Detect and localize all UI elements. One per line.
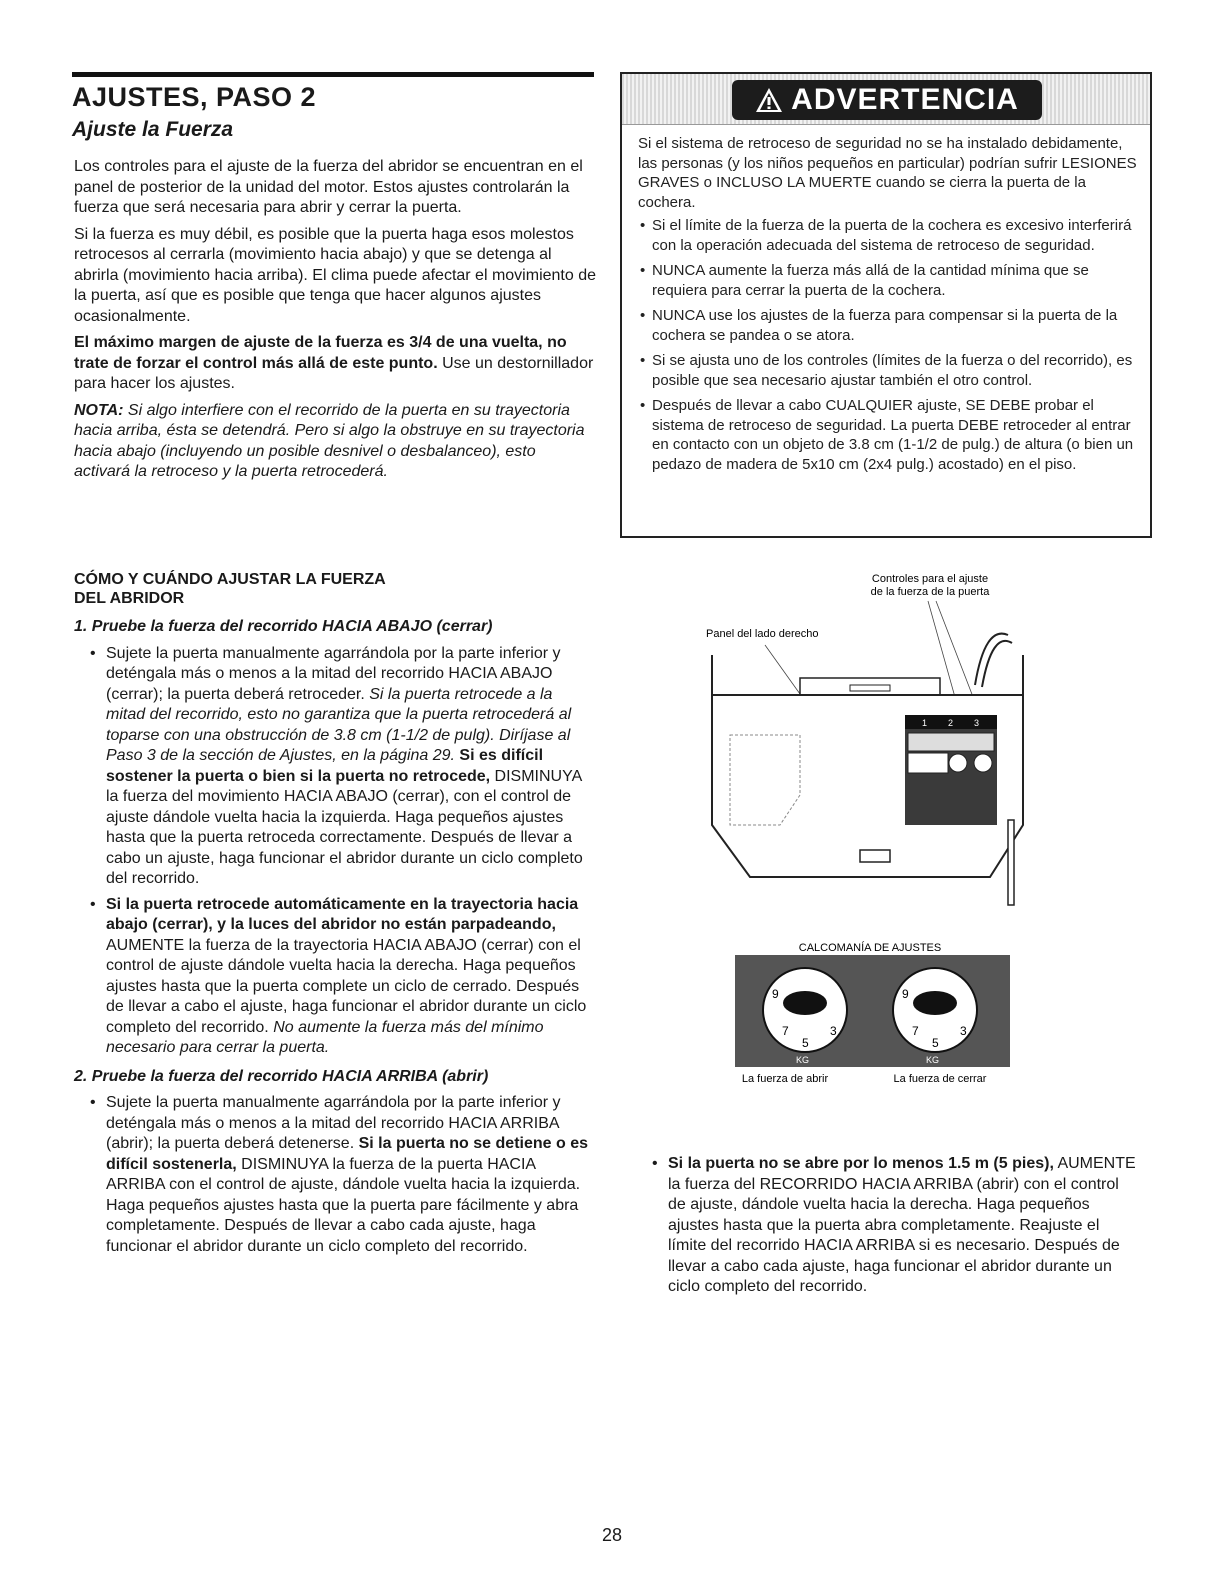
- step-2-heading: 2. Pruebe la fuerza del recorrido HACIA ARRIBA (abrir): [74, 1067, 489, 1085]
- warning-title-box: [732, 80, 1042, 120]
- page-number: 28: [601, 1525, 623, 1545]
- close-dial-7: 7: [912, 1024, 919, 1038]
- open-dial-kg: KG: [796, 1055, 810, 1065]
- label-controls-line-2: de la fuerza de la puerta: [870, 586, 990, 598]
- step-2-bullet-1-condition: Si la puerta no se detiene o es difícil sostenerla,: [106, 1135, 588, 1173]
- step-1-heading: 1. Pruebe la fuerza del recorrido HACIA ABAJO (cerrar): [74, 618, 493, 635]
- step-1-bullet-1-note: Si la puerta retrocede a la mitad del recorrido, esto no garantiza que la puerta retrocederá al toparse con una obstrucción de 3.8 cm (1-1/2 de pulg). Diríjase al Paso 3 de la sección de Ajustes, en la página 29.: [106, 685, 572, 764]
- step-1-bullet-2-text: AUMENTE la fuerza de la trayectoria HACIA ABAJO (cerrar) con el control de ajuste dándole vuelta hacia la derecha. Haga pequeños ajustes hasta que la puerta complete un ciclo de cerrado. Después de llevar a cabo el ajuste, haga funcionar el abridor durante un ciclo completo del recorrido.: [106, 936, 587, 1036]
- step-1-list: [74, 644, 596, 1059]
- label-right-panel: Panel del lado derecho: [706, 628, 819, 640]
- force-dial-open[interactable]: [949, 754, 967, 772]
- bottom-slot: [860, 850, 890, 862]
- header-rule: [72, 72, 594, 77]
- up-force-condition: Si la puerta no se abre por lo menos 1.5 m (5 pies),: [668, 1155, 1054, 1172]
- step-2-list: [74, 1093, 596, 1257]
- warning-item: • NUNCA use los ajustes de la fuerza para compensar si la puerta de la cochera se pandea o se atora.: [638, 306, 1143, 345]
- page-title: AJUSTES, PASO 2: [72, 82, 317, 112]
- warning-title: ADVERTENCIA: [791, 83, 1019, 116]
- right-column-text: [636, 1154, 1136, 1306]
- section-heading: [74, 570, 594, 608]
- open-dial-9: 9: [772, 987, 779, 1001]
- intro-paragraph-2: Si la fuerza es muy débil, es posible que la puerta haga esos molestos retrocesos al cerrarla (movimiento hacia abajo) y que se detenga al abrirla (movimiento hacia arriba). El clima puede afectar el movimiento de la puerta, así que es posible que tenga que hacer algunos ajustes ocasionalmente.: [74, 225, 596, 325]
- label-controls-line-1: Controles para el ajuste: [871, 573, 989, 585]
- intro-text: [74, 157, 596, 489]
- section-heading-line-1: CÓMO Y CUÁNDO AJUSTAR LA FUERZA: [74, 571, 386, 588]
- label-decal: CALCOMANÍA DE AJUSTES: [798, 942, 942, 954]
- step-2-bullet-1-text-a: Sujete la puerta manualmente agarrándola por la parte inferior y deténgala más o menos a la mitad del recorrido HACIA ARRIBA (abrir); la puerta deberá detenerse.: [106, 1094, 561, 1152]
- force-dial-close[interactable]: [974, 754, 992, 772]
- warning-box: [620, 72, 1152, 538]
- step-2-bullet-1: [88, 1093, 596, 1257]
- step-2-bullet-1-text-b: DISMINUYA la fuerza de la puerta HACIA ARRIBA con el control de ajuste, dándole vuelta hacia la izquierda. Haga pequeños ajustes hasta que la puerta pare fácilmente y abra completamente. Después de llevar a cabo cada ajuste, haga funcionar el abridor durante un ciclo completo del recorrido.: [106, 1155, 581, 1255]
- note-text: Si algo interfiere con el recorrido de la puerta en su trayectoria hacia arriba, ésta se detendrá. Pero si algo la obstruye en su trayectoria hacia abajo (incluyendo un posible desnivel o desbalanceo), esto activará la retroceso y la puerta retrocederá.: [74, 401, 585, 480]
- step-1-bullet-1-condition: Si es difícil sostener la puerta o bien si la puerta no retrocede,: [106, 747, 544, 785]
- intro-paragraph-1: Los controles para el ajuste de la fuerza del abridor se encuentran en el panel de posterior de la unidad del motor. Estos ajustes controlarán la fuerza que será necesaria para abrir y cerrar la puerta.: [74, 158, 583, 216]
- close-dial-kg: KG: [926, 1055, 940, 1065]
- up-force-bullet: [650, 1154, 1136, 1298]
- open-dial-knob: [783, 991, 827, 1015]
- step-1-bullet-1: [88, 644, 596, 890]
- warning-triangle-icon: [755, 87, 783, 113]
- step-1-bullet-1-text-a: Sujete la puerta manualmente agarrándola por la parte inferior y deténgala más o menos a la mitad del recorrido HACIA ABAJO (cerrar); la puerta deberá retroceder.: [106, 644, 561, 703]
- panel-indicator-row: [908, 733, 994, 751]
- warning-item: • Si el límite de la fuerza de la puerta de la cochera es excesivo interferirá con la operación adecuada del sistema de retroceso de seguridad.: [638, 216, 1143, 255]
- page-subtitle: Ajuste la Fuerza: [72, 118, 234, 141]
- open-dial-3: 3: [830, 1024, 837, 1038]
- open-dial-5: 5: [802, 1036, 809, 1050]
- close-dial-5: 5: [932, 1036, 939, 1050]
- warning-banner: [622, 74, 1150, 125]
- panel-number-2: 2: [948, 718, 954, 728]
- label-close-force: La fuerza de cerrar: [893, 1073, 987, 1085]
- section-heading-line-2: DEL ABRIDOR: [74, 590, 185, 607]
- screwdriver: [1008, 820, 1014, 905]
- up-force-text: AUMENTE la fuerza del RECORRIDO HACIA ARRIBA (abrir) con el control de ajuste, dándole vuelta hacia la derecha. Haga pequeños ajustes hasta que la puerta abra completamente. Reajuste el límite del recorrido HACIA ARRIBA si es necesario. Después de llevar a cabo cada ajuste, haga funcionar el abridor durante un ciclo completo del recorrido.: [668, 1155, 1136, 1295]
- step-1-bullet-1-text-d: DISMINUYA la fuerza del movimiento HACIA ABAJO (cerrar), con el control de ajuste dándole vuelta hacia la izquierda. Haga pequeños ajustes hasta que la puerta retroceda correctamente. Después de llevar a cabo un ajuste, haga funcionar el abridor durante un ciclo completo del recorrido.: [106, 767, 583, 887]
- close-dial-3: 3: [960, 1024, 967, 1038]
- warning-item: • NUNCA aumente la fuerza más allá de la cantidad mínima que se requiera para cerrar la puerta de la cochera.: [638, 261, 1143, 300]
- step-1-bullet-2: [88, 895, 596, 1059]
- intro-paragraph-3: [74, 333, 596, 395]
- note-paragraph: [74, 401, 596, 483]
- open-dial-7: 7: [782, 1024, 789, 1038]
- up-force-list: [636, 1154, 1136, 1298]
- warning-lead: Si el sistema de retroceso de seguridad no se ha instalado debidamente, las personas (y los niños pequeños en particular) podrían sufrir LESIONES GRAVES o INCLUSO LA MUERTE cuando se cierra la puerta de la cochera.: [638, 135, 1137, 211]
- close-dial-knob: [913, 991, 957, 1015]
- opener-diagram: [690, 565, 1040, 1085]
- step-1-bullet-2-note: No aumente la fuerza más del mínimo necesario para cerrar la puerta.: [106, 1018, 544, 1056]
- max-adjust-warning: El máximo margen de ajuste de la fuerza es 3/4 de una vuelta, no trate de forzar el control más allá de este punto.: [74, 334, 567, 372]
- warning-item: • Después de llevar a cabo CUALQUIER ajuste, SE DEBE probar el sistema de retroceso de seguridad. La puerta DEBE retroceder al entrar en contacto con un objeto de 3.8 cm (1-1/2 de pulg.) de altura (o bien un pedazo de madera de 5x10 cm (2x4 pulg.) acostado) en el piso.: [638, 396, 1143, 474]
- screwdriver-note: Use un destornillador para hacer los ajustes.: [74, 354, 594, 392]
- close-dial-9: 9: [902, 987, 909, 1001]
- label-open-force: La fuerza de abrir: [741, 1073, 829, 1085]
- panel-number-3: 3: [974, 718, 980, 728]
- power-cord-2: [982, 641, 1012, 687]
- panel-button-box: [908, 753, 948, 773]
- bracket-slot: [850, 685, 890, 691]
- panel-number-1: 1: [922, 718, 928, 728]
- diagram-svg: [690, 565, 1040, 1085]
- warning-text: [638, 134, 1143, 480]
- note-label: NOTA:: [74, 401, 124, 419]
- warning-item: • Si se ajusta uno de los controles (límites de la fuerza o del recorrido), es posible que sea necesario ajustar también el otro control.: [638, 351, 1143, 390]
- warning-list: [638, 216, 1143, 474]
- step-1-bullet-2-condition: Si la puerta retrocede automáticamente en la trayectoria hacia abajo (cerrar), y la luces del abridor no están parpadeando,: [106, 895, 579, 933]
- steps-column: [74, 617, 596, 1265]
